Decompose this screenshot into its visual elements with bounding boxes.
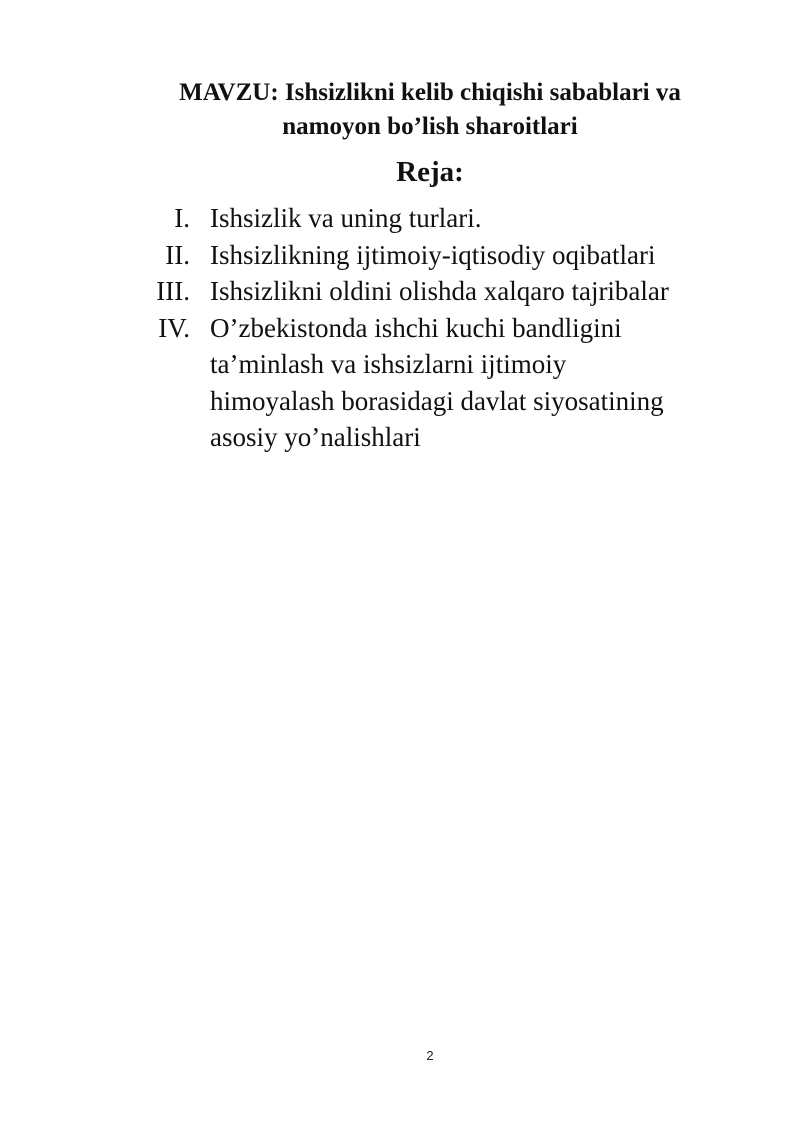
plan-item-4 — [120, 310, 740, 456]
plan-item-line: asosiy yo’nalishlari — [210, 422, 421, 452]
plan-list — [120, 200, 740, 456]
plan-item-text — [210, 237, 710, 274]
plan-item-text — [210, 310, 710, 456]
plan-item-text — [210, 200, 710, 237]
page-number: 2 — [426, 1048, 434, 1063]
plan-item-text — [210, 273, 710, 310]
plan-item-2 — [120, 237, 740, 274]
plan-item-3 — [120, 273, 740, 310]
plan-item-line: Ishsizlikni oldini olishda xalqaro tajribalar — [210, 276, 669, 306]
document-title — [120, 76, 740, 144]
plan-item-line: Ishsizlikning ijtimoiy-iqtisodiy oqibatlari — [210, 239, 656, 270]
plan-item-line: himoyalash borasidagi davlat siyosatining — [210, 385, 664, 416]
document-title-line: namoyon bo’lish sharoitlari — [282, 113, 578, 140]
document-title-line: MAVZU: Ishsizlikni kelib chiqishi sabablari va — [179, 79, 681, 106]
plan-heading: Reja: — [396, 156, 464, 188]
plan-item-1 — [120, 200, 740, 237]
plan-item-line: Ishsizlik va uning turlari. — [210, 203, 482, 233]
plan-item-numeral: I. — [174, 203, 190, 233]
plan-item-line: ta’minlash va ishsizlarni ijtimoiy — [210, 349, 567, 379]
plan-item-numeral: III. — [156, 276, 190, 306]
plan-item-numeral: II. — [165, 239, 190, 270]
plan-item-line: O’zbekistonda ishchi kuchi bandligini — [210, 312, 622, 343]
plan-item-numeral: IV. — [158, 312, 190, 343]
